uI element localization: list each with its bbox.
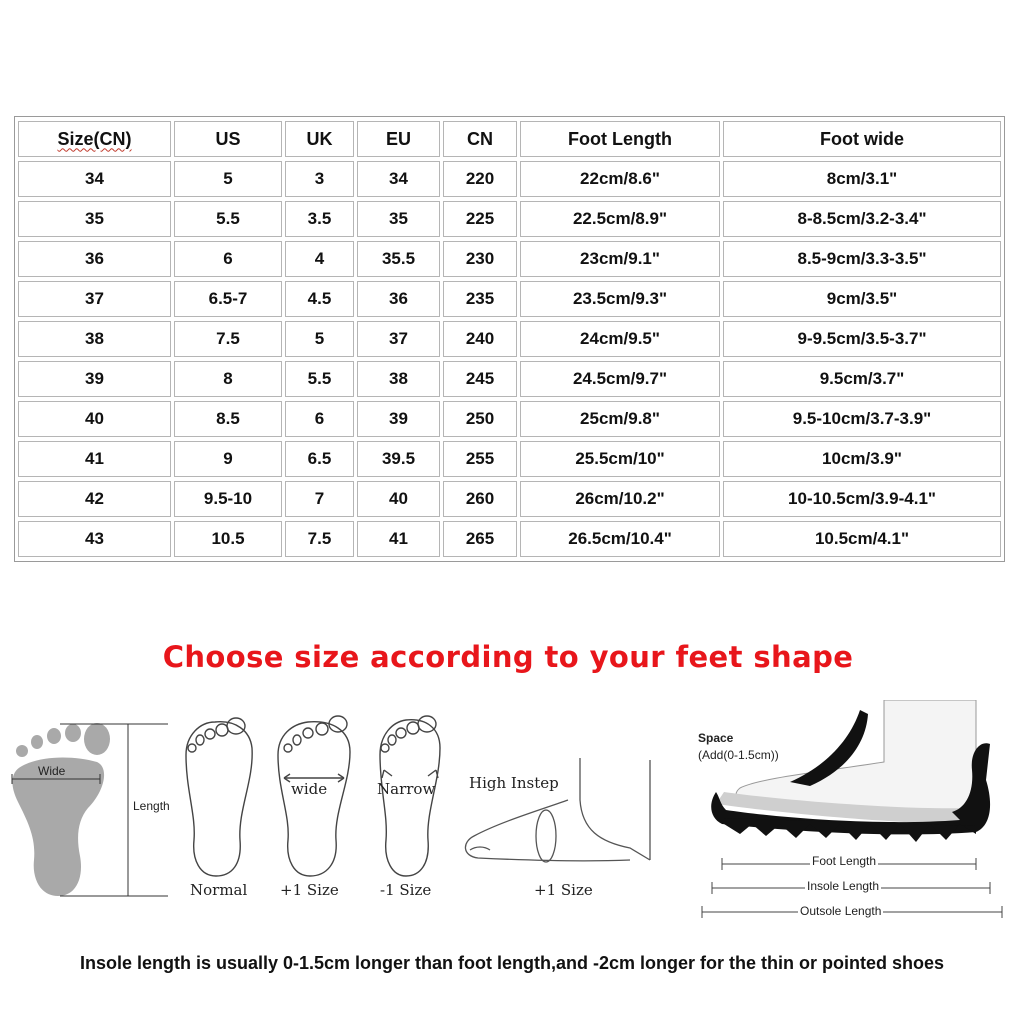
table-header-row	[18, 121, 1001, 157]
table-cell: 220	[443, 161, 517, 197]
table-cell: 22.5cm/8.9"	[520, 201, 720, 237]
table-cell: 9.5cm/3.7"	[723, 361, 1001, 397]
header-uk: UK	[285, 121, 354, 157]
table-cell: 7.5	[285, 521, 354, 557]
length-measure-label: Length	[133, 799, 170, 813]
table-row	[18, 321, 1001, 357]
table-row	[18, 521, 1001, 557]
table-cell: 40	[18, 401, 171, 437]
table-cell: 43	[18, 521, 171, 557]
insole-note: Insole length is usually 0-1.5cm longer than foot length,and -2cm longer for the thin or pointed shoes	[79, 953, 945, 973]
table-cell: 10cm/3.9"	[723, 441, 1001, 477]
table-cell: 8cm/3.1"	[723, 161, 1001, 197]
table-cell: 9-9.5cm/3.5-3.7"	[723, 321, 1001, 357]
size-guide-heading: Choose size according to your feet shape	[162, 640, 854, 674]
table-cell: 10.5	[174, 521, 282, 557]
header-cn: CN	[443, 121, 517, 157]
table-row	[18, 361, 1001, 397]
footprint-icon	[12, 723, 110, 896]
table-cell: 5	[285, 321, 354, 357]
foot-shape-illustrations	[0, 700, 1024, 930]
table-cell: 23cm/9.1"	[520, 241, 720, 277]
table-cell: 26cm/10.2"	[520, 481, 720, 517]
table-cell: 250	[443, 401, 517, 437]
table-cell: 240	[443, 321, 517, 357]
table-cell: 4.5	[285, 281, 354, 317]
table-row	[18, 401, 1001, 437]
table-cell: 260	[443, 481, 517, 517]
table-cell: 8.5-9cm/3.3-3.5"	[723, 241, 1001, 277]
table-cell: 39	[357, 401, 440, 437]
narrow-foot-size-label: -1 Size	[380, 881, 432, 899]
table-body	[18, 161, 1001, 557]
narrow-foot-label: Narrow	[377, 780, 436, 798]
table-cell: 230	[443, 241, 517, 277]
table-cell: 24.5cm/9.7"	[520, 361, 720, 397]
table-cell: 25.5cm/10"	[520, 441, 720, 477]
table-cell: 34	[18, 161, 171, 197]
table-row	[18, 161, 1001, 197]
table-cell: 3.5	[285, 201, 354, 237]
table-cell: 35.5	[357, 241, 440, 277]
table-cell: 3	[285, 161, 354, 197]
table-cell: 9cm/3.5"	[723, 281, 1001, 317]
table-cell: 36	[357, 281, 440, 317]
table-cell: 6.5-7	[174, 281, 282, 317]
wide-measure-label: Wide	[38, 764, 66, 778]
table-cell: 40	[357, 481, 440, 517]
table-row	[18, 241, 1001, 277]
normal-foot-icon	[186, 718, 252, 876]
table-cell: 37	[357, 321, 440, 357]
space-label: Space	[698, 731, 734, 745]
table-cell: 10.5cm/4.1"	[723, 521, 1001, 557]
table-cell: 5.5	[285, 361, 354, 397]
normal-foot-label: Normal	[190, 881, 248, 899]
header-us: US	[174, 121, 282, 157]
size-chart-table	[14, 116, 1005, 562]
header-size-cn: Size(CN)	[18, 121, 171, 157]
table-cell: 8.5	[174, 401, 282, 437]
table-cell: 41	[18, 441, 171, 477]
table-cell: 235	[443, 281, 517, 317]
table-cell: 9.5-10	[174, 481, 282, 517]
table-cell: 225	[443, 201, 517, 237]
table-cell: 38	[18, 321, 171, 357]
high-instep-label: High Instep	[469, 774, 559, 792]
table-cell: 25cm/9.8"	[520, 401, 720, 437]
space-sub-label: (Add(0-1.5cm))	[698, 748, 779, 762]
table-cell: 41	[357, 521, 440, 557]
table-cell: 35	[18, 201, 171, 237]
wide-foot-size-label: +1 Size	[280, 881, 339, 899]
table-cell: 7.5	[174, 321, 282, 357]
table-cell: 23.5cm/9.3"	[520, 281, 720, 317]
table-cell: 7	[285, 481, 354, 517]
table-cell: 42	[18, 481, 171, 517]
table-cell: 35	[357, 201, 440, 237]
outsole-length-label: Outsole Length	[800, 904, 882, 918]
header-foot-length: Foot Length	[520, 121, 720, 157]
insole-length-label: Insole Length	[807, 879, 880, 893]
table-cell: 6	[285, 401, 354, 437]
table-cell: 10-10.5cm/3.9-4.1"	[723, 481, 1001, 517]
foot-length-label: Foot Length	[812, 854, 877, 868]
table-cell: 39	[18, 361, 171, 397]
table-row	[18, 441, 1001, 477]
table-cell: 22cm/8.6"	[520, 161, 720, 197]
table-cell: 6.5	[285, 441, 354, 477]
table-cell: 36	[18, 241, 171, 277]
table-cell: 4	[285, 241, 354, 277]
table-cell: 5	[174, 161, 282, 197]
table-cell: 255	[443, 441, 517, 477]
table-cell: 24cm/9.5"	[520, 321, 720, 357]
table-cell: 9.5-10cm/3.7-3.9"	[723, 401, 1001, 437]
table-cell: 6	[174, 241, 282, 277]
high-instep-size-label: +1 Size	[534, 881, 593, 899]
table-row	[18, 481, 1001, 517]
table-cell: 38	[357, 361, 440, 397]
table-cell: 34	[357, 161, 440, 197]
illustration-drawing	[0, 700, 1024, 930]
table-cell: 9	[174, 441, 282, 477]
table-cell: 5.5	[174, 201, 282, 237]
table-cell: 39.5	[357, 441, 440, 477]
table-row	[18, 201, 1001, 237]
table-cell: 26.5cm/10.4"	[520, 521, 720, 557]
wide-foot-label: wide	[291, 780, 328, 798]
table-cell: 8-8.5cm/3.2-3.4"	[723, 201, 1001, 237]
table-row	[18, 281, 1001, 317]
table-cell: 245	[443, 361, 517, 397]
table-cell: 37	[18, 281, 171, 317]
header-eu: EU	[357, 121, 440, 157]
table-cell: 8	[174, 361, 282, 397]
header-foot-wide: Foot wide	[723, 121, 1001, 157]
table-cell: 265	[443, 521, 517, 557]
